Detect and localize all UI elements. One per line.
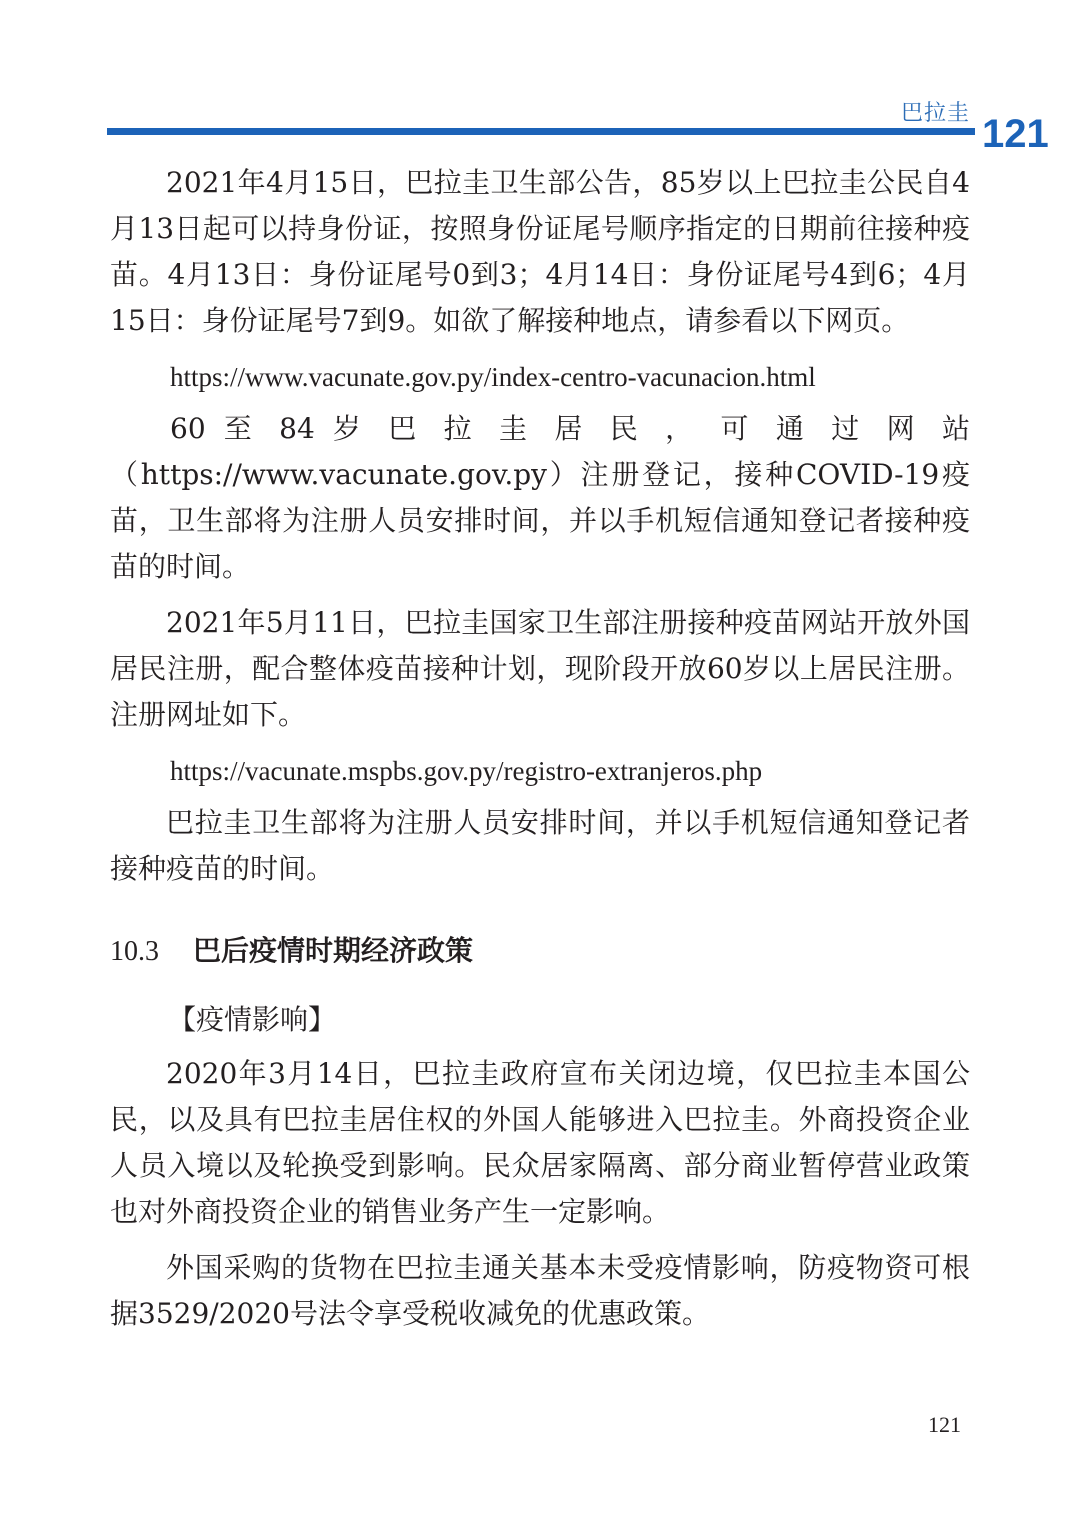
header-rule: [107, 128, 975, 135]
url-vaccination-centers[interactable]: https://www.vacunate.gov.py/index-centro-vacunacion.html: [170, 362, 816, 392]
section-number: 10.3: [110, 936, 159, 967]
paragraph-sms-notice: 巴拉圭卫生部将为注册人员安排时间，并以手机短信通知登记者接种疫苗的时间。: [110, 806, 970, 885]
section-heading: [110, 928, 970, 975]
paragraph-60-84-line1: 60 至 84 岁 巴 拉 圭 居 民 ， 可 通 过 网 站: [170, 412, 970, 445]
section-title: 巴后疫情时期经济政策: [193, 934, 474, 967]
url-foreign-registration[interactable]: https://vacunate.mspbs.gov.py/registro-extranjeros.php: [170, 756, 763, 786]
subheading-epidemic-impact: 【疫情影响】: [168, 1003, 337, 1036]
page-body: [110, 160, 970, 1347]
paragraph-customs-tax: 外国采购的货物在巴拉圭通关基本未受疫情影响，防疫物资可根据3529/2020号法令享受税收减免的优惠政策。: [110, 1251, 970, 1330]
paragraph-vaccination-85plus: 2021年4月15日，巴拉圭卫生部公告，85岁以上巴拉圭公民自4月13日起可以持身份证，按照身份证尾号顺序指定的日期前往接种疫苗。4月13日：身份证尾号0到3；4月14日：身份证尾号4到6；4月15日：身份证尾号7到9。如欲了解接种地点，请参看以下网页。: [110, 166, 970, 337]
header-page-number: 121: [982, 112, 1049, 156]
footer-page-number: 121: [928, 1412, 961, 1437]
paragraph-60-84-rest: （https://www.vacunate.gov.py）注册登记，接种COVID-19疫苗，卫生部将为注册人员安排时间，并以手机短信通知登记者接种疫苗的时间。: [110, 458, 970, 583]
paragraph-border-closure: 2020年3月14日，巴拉圭政府宣布关闭边境，仅巴拉圭本国公民，以及具有巴拉圭居住权的外国人能够进入巴拉圭。外商投资企业人员入境以及轮换受到影响。民众居家隔离、部分商业暂停营业政策也对外商投资企业的销售业务产生一定影响。: [110, 1057, 970, 1228]
running-header-title: 巴拉圭: [900, 101, 970, 126]
paragraph-foreign-registration: 2021年5月11日，巴拉圭国家卫生部注册接种疫苗网站开放外国居民注册，配合整体疫苗接种计划，现阶段开放60岁以上居民注册。注册网址如下。: [110, 606, 970, 731]
